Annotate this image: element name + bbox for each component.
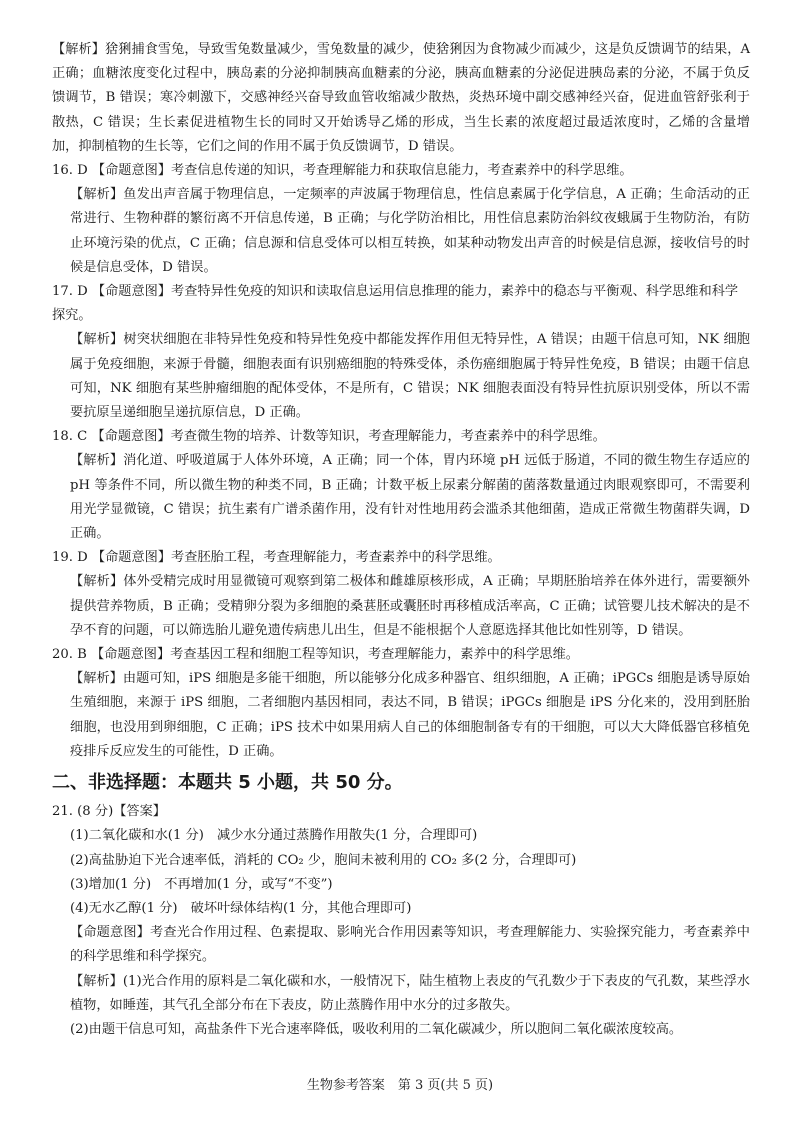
- q20-head: 20. B 【命题意图】考查基因工程和细胞工程等知识，考查理解能力，素养中的科学思维。: [52, 647, 579, 663]
- q17-analysis: 【解析】树突状细胞在非特异性免疫和特异性免疫中都能发挥作用但无特异性，A 错误；由题干信息可知，NK 细胞属于免疫细胞，来源于骨髓，细胞表面有识别癌细胞的特殊受体，杀伤癌细胞属于特异性免疫，B 错误；由题干信息可知，NK 细胞有某些肿瘤细胞的配体受体，不是所有，C 错误；NK 细胞表面没有特异性抗原识别受体，所以不需要抗原呈递细胞呈递抗原信息，D 正确。: [70, 332, 750, 421]
- q19-head: 19. D 【命题意图】考查胚胎工程，考查理解能力，考查素养中的科学思维。: [52, 550, 501, 566]
- page-footer: 生物参考答案 第 3 页(共 5 页): [306, 1078, 494, 1093]
- q16-analysis: 【解析】鱼发出声音属于物理信息，一定频率的声波属于物理信息，性信息素属于化学信息，A 正确；生命活动的正常进行、生物种群的繁衍离不开信息传递，B 正确；与化学防治相比，用性信息素防治斜纹夜蛾属于生物防治，有防止环境污染的优点，C 正确；信息源和信息受体可以相互转换，如某种动物发出声音的时候是信息源，接收信号的时候是信息受体，D 错误。: [70, 187, 750, 275]
- q21-answer-4: (4)无水乙醇(1 分) 破坏叶绿体结构(1 分，其他合理即可): [70, 900, 412, 916]
- q17-head: 17. D 【命题意图】考查特异性免疫的知识和读取信息运用信息推理的能力，素养中的稳态与平衡观、科学思维和科学探究。: [52, 284, 739, 324]
- q15-analysis: 【解析】猞猁捕食雪兔，导致雪兔数量减少，雪兔数量的减少，使猞猁因为食物减少而减少，这是负反馈调节的结果，A 正确；血糖浓度变化过程中，胰岛素的分泌抑制胰高血糖素的分泌，胰高血糖素的分泌促进胰岛素的分泌，不属于负反馈调节，B 错误；寒冷刺激下，交感神经兴奋导致血管收缩减少散热，炎热环境中副交感神经兴奋，促进血管舒张利于散热，C 错误；生长素促进植物生长的同时又开始诱导乙烯的形成，当生长素的浓度超过最适浓度时，乙烯的含量增加，抑制植物的生长等，它们之间的作用不属于负反馈调节，D 错误。: [52, 42, 750, 154]
- q20-analysis: 【解析】由题可知，iPS 细胞是多能干细胞，所以能够分化成多种器官、组织细胞，A 正确；iPGCs 细胞是诱导原始生殖细胞，来源于 iPS 细胞，二者细胞内基因相同，表达不同，B 错误；iPGCs 细胞是 iPS 分化来的，没用到胚胎细胞，也没用到卵细胞，C 正确；iPS 技术中如果用病人自己的体细胞制备专有的干细胞，可以大大降低器官移植免疫排斥反应发生的可能性，D 正确。: [70, 671, 750, 759]
- q21-answer-2: (2)高盐胁迫下光合速率低，消耗的 CO₂ 少，胞间未被利用的 CO₂ 多(2 分，合理即可): [70, 852, 577, 868]
- q21-intent: 【命题意图】考查光合作用过程、色素提取、影响光合作用因素等知识，考查理解能力、实验探究能力，考查素养中的科学思维和科学探究。: [70, 925, 750, 965]
- q21-head: 21. (8 分)【答案】: [52, 804, 166, 820]
- q21-analysis-1: 【解析】(1)光合作用的原料是二氧化碳和水，一般情况下，陆生植物上表皮的气孔数少于下表皮的气孔数，某些浮水植物，如睡莲，其气孔全部分布在下表皮，防止蒸腾作用中水分的过多散失。: [70, 973, 750, 1013]
- q16-head: 16. D 【命题意图】考查信息传递的知识，考查理解能力和获取信息能力，考查素养中的科学思维。: [52, 163, 633, 179]
- section-2-title: 二、非选择题：本题共 5 小题，共 50 分。: [52, 772, 403, 794]
- q18-analysis: 【解析】消化道、呼吸道属于人体外环境，A 正确；同一个体，胃内环境 pH 远低于肠道，不同的微生物生存适应的 pH 等条件不同，所以微生物的种类不同，B 正确；计数平板上尿素分解菌的菌落数量通过肉眼观察即可，不需要利用光学显微镜，C 错误；抗生素有广谱杀菌作用，没有针对性地用药会滥杀其他细菌，造成正常微生物菌群失调，D 正确。: [70, 453, 750, 542]
- q21-answer-3: (3)增加(1 分) 不再增加(1 分，或写“不变”): [70, 876, 333, 892]
- q18-head: 18. C 【命题意图】考查微生物的培养、计数等知识，考查理解能力，考查素养中的科学思维。: [52, 429, 606, 445]
- q19-analysis: 【解析】体外受精完成时用显微镜可观察到第二极体和雌雄原核形成，A 正确；早期胚胎培养在体外进行，需要额外提供营养物质，B 正确；受精卵分裂为多细胞的桑葚胚或囊胚时再移植成活率高，C 正确；试管婴儿技术解决的是不孕不育的问题，可以筛选胎儿避免遗传病患儿出生，但是不能根据个人意愿选择其他比如性别等，D 错误。: [70, 574, 750, 638]
- q21-analysis-2: (2)由题干信息可知，高盐条件下光合速率降低，吸收利用的二氧化碳减少，所以胞间二氧化碳浓度较高。: [70, 1021, 683, 1037]
- q21-answer-1: (1)二氧化碳和水(1 分) 减少水分通过蒸腾作用散失(1 分，合理即可): [70, 828, 478, 844]
